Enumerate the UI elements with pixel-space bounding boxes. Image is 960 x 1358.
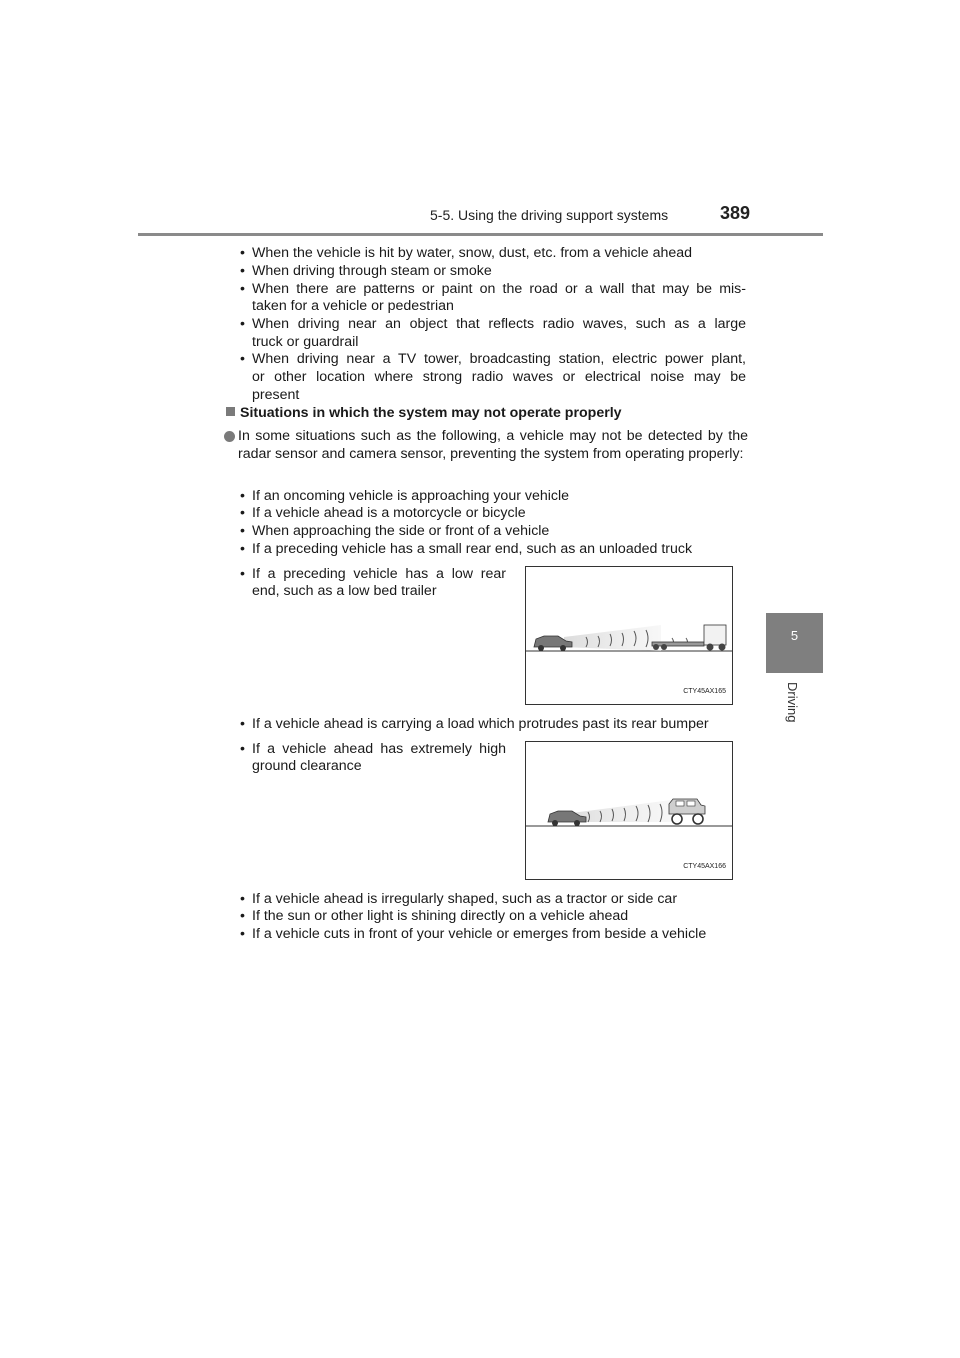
list-item-continuation: ground clearance [252,758,362,774]
list-item: • If a preceding vehicle has a small rear end, such as an unloaded truck [240,541,693,557]
list-item: • When the vehicle is hit by water, snow, dust, etc. from a vehicle ahead [240,245,693,261]
square-bullet-icon [226,407,235,416]
list-item: • If a vehicle ahead is a motorcycle or bicycle [240,505,526,521]
list-item: • When there are patterns or paint on the road or a wall that may be mis- [240,281,746,297]
list-item-continuation: end, such as a low bed trailer [252,583,437,599]
list-item-continuation: taken for a vehicle or pedestrian [252,298,454,314]
circle-list-item: In some situations such as the following, a vehicle may not be detected by the radar sensor and camera sensor, preventing the system from operating properly: [238,428,748,464]
list-item-continuation: present [252,387,300,403]
section-title: 5-5. Using the driving support systems [430,207,669,223]
figure-code: CTY45AX165 [683,688,726,696]
figure-high-clearance-vehicle [525,741,733,880]
list-item: • When approaching the side or front of a vehicle [240,523,550,539]
figure-low-bed-trailer [525,566,733,705]
header-divider [138,233,823,236]
chapter-label-text: Driving [785,682,800,723]
list-item: • When driving near a TV tower, broadcasting station, electric power plant, [240,351,746,367]
section-heading: Situations in which the system may not operate properly [226,405,622,423]
list-item: • If a vehicle cuts in front of your vehicle or emerges from beside a vehicle [240,926,707,942]
list-item: • If a vehicle ahead is carrying a load which protrudes past its rear bumper [240,716,709,732]
chapter-tab-label [766,674,823,794]
chapter-tab-number: 5 [766,613,823,673]
list-item-continuation: or other location where strong radio waves or electrical noise may be [252,369,746,385]
list-item: • If a preceding vehicle has a low rear [240,566,506,582]
list-item: • When driving near an object that reflects radio waves, such as a large [240,316,746,332]
list-item: • When driving through steam or smoke [240,263,492,279]
figure-code: CTY45AX166 [683,863,726,871]
list-item: • If an oncoming vehicle is approaching your vehicle [240,488,570,504]
list-item: • If a vehicle ahead is irregularly shaped, such as a tractor or side car [240,891,678,907]
list-item-continuation: truck or guardrail [252,334,359,350]
page-number: 389 [720,203,751,223]
list-item: • If the sun or other light is shining directly on a vehicle ahead [240,908,629,924]
circle-bullet-icon [224,431,235,442]
list-item: • If a vehicle ahead has extremely high [240,741,506,757]
